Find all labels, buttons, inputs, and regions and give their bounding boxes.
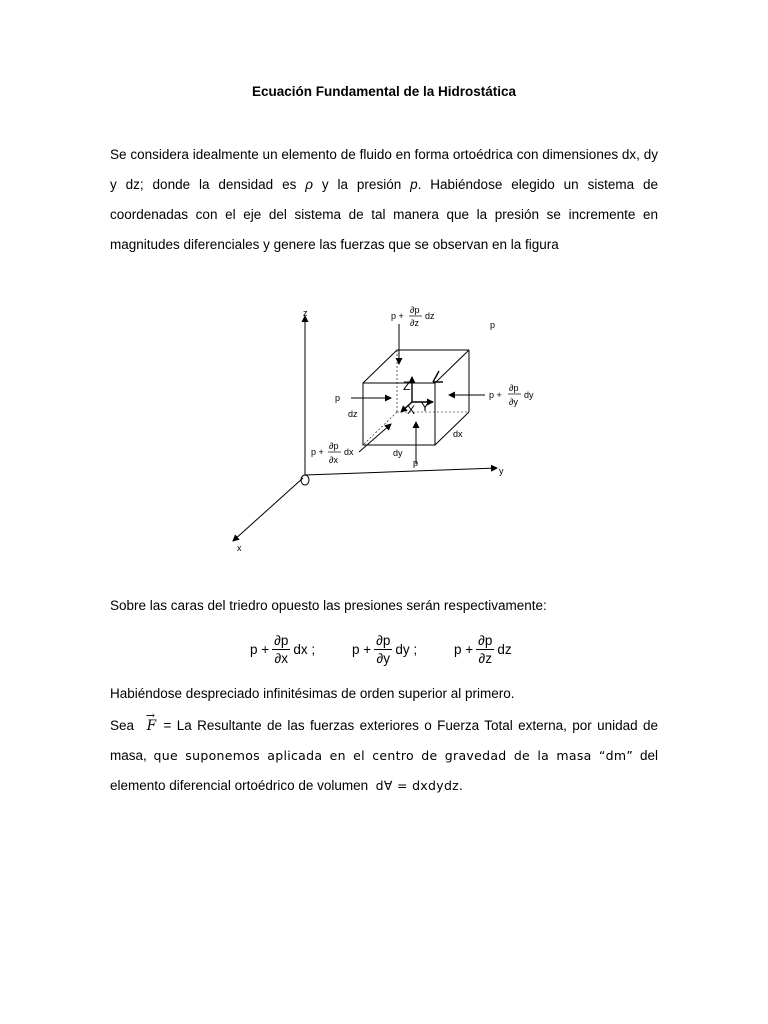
y-axis-label: y <box>499 466 504 476</box>
eq-x-p: p + <box>250 641 270 657</box>
front-label-num: ∂p <box>329 441 339 451</box>
vector-arrow-icon: → <box>145 709 155 722</box>
equation-y <box>352 626 417 672</box>
document-title: Ecuación Fundamental de la Hidrostática <box>251 84 517 99</box>
eq-z-p: p + <box>454 641 474 657</box>
intro-text-3: . Habiéndose elegido un sistema de coordenadas con el eje del sistema de tal manera que la presión se incremente en magnitudes diferenciales y genere las fuerzas que se observan en la figura <box>110 177 658 252</box>
despreciado-paragraph: Habiéndose despreciado infinitésimas de orden superior al primero. <box>110 686 515 701</box>
origin-marker <box>301 475 309 485</box>
x-axis-label: x <box>237 543 242 553</box>
dx-label: dx <box>453 429 463 439</box>
eq-y-fraction: $\frac{\partial p}{\partial y}$ <box>376 632 391 666</box>
front-label-p: p + <box>311 447 324 457</box>
front-force-arrow <box>359 424 391 452</box>
front-label-den: ∂x <box>329 455 338 465</box>
x-axis-line <box>233 478 303 541</box>
intro-text-1: Se considera idealmente un elemento de fluido en forma ortoédrica con dimensiones dx, dy y dz; donde la densidad es <box>110 147 658 192</box>
eq-x-d: dx ; <box>293 641 316 657</box>
right-label-num: ∂p <box>509 383 519 393</box>
local-y-label: Y <box>421 400 430 414</box>
sea-text-1: = La Resultante de las fuerzas exteriores o Fuerza Total externa, por unidad de masa, <box>110 718 658 763</box>
eq-x-fraction: $\frac{\partial p}{\partial x}$ <box>274 632 289 666</box>
top-label-num: ∂p <box>410 305 420 315</box>
dz-label: dz <box>348 409 358 419</box>
fluid-element-figure <box>225 298 545 558</box>
right-label-p: p + <box>489 390 502 400</box>
eq-z-fraction: $\frac{\partial p}{\partial z}$ <box>478 632 493 666</box>
bottom-p-label: p <box>413 458 419 468</box>
sea-text-2: que suponemos aplicada en el centro de gravedad de la masa “dm” <box>153 748 634 763</box>
rho-symbol: ρ <box>305 177 313 192</box>
y-axis-line <box>305 468 497 475</box>
force-vector-symbol: → F <box>145 711 158 741</box>
equation-x <box>250 626 315 672</box>
right-label-d: dy <box>524 390 534 400</box>
front-label-d: dx <box>344 447 354 457</box>
eq-y-p: p + <box>352 641 372 657</box>
left-p-label: p <box>335 393 341 403</box>
local-z-label: Z <box>403 379 411 393</box>
intro-text-2: y la presión <box>312 177 411 192</box>
sea-paragraph <box>110 711 658 801</box>
equations-row <box>0 626 768 672</box>
intro-paragraph <box>110 140 658 260</box>
equation-z <box>454 626 512 672</box>
sea-text-3: del elemento diferencial ortoédrico de volumen <box>110 748 658 793</box>
dy-label: dy <box>393 448 403 458</box>
top-label-den: ∂z <box>410 318 419 328</box>
sea-word: Sea <box>110 718 135 733</box>
p-symbol: p <box>410 177 418 192</box>
top-label-p: p + <box>391 311 404 321</box>
corner-p-label: p <box>490 320 496 330</box>
z-axis-label: z <box>303 308 308 318</box>
sobre-paragraph: Sobre las caras del triedro opuesto las presiones serán respectivamente: <box>110 598 547 613</box>
local-x-label: X <box>407 403 416 417</box>
right-label-den: ∂y <box>509 397 518 407</box>
top-label-d: dz <box>425 311 435 321</box>
eq-z-d: dz <box>497 641 512 657</box>
eq-y-d: dy ; <box>395 641 418 657</box>
volume-expression: d∀ = dxdydz. <box>375 778 464 793</box>
